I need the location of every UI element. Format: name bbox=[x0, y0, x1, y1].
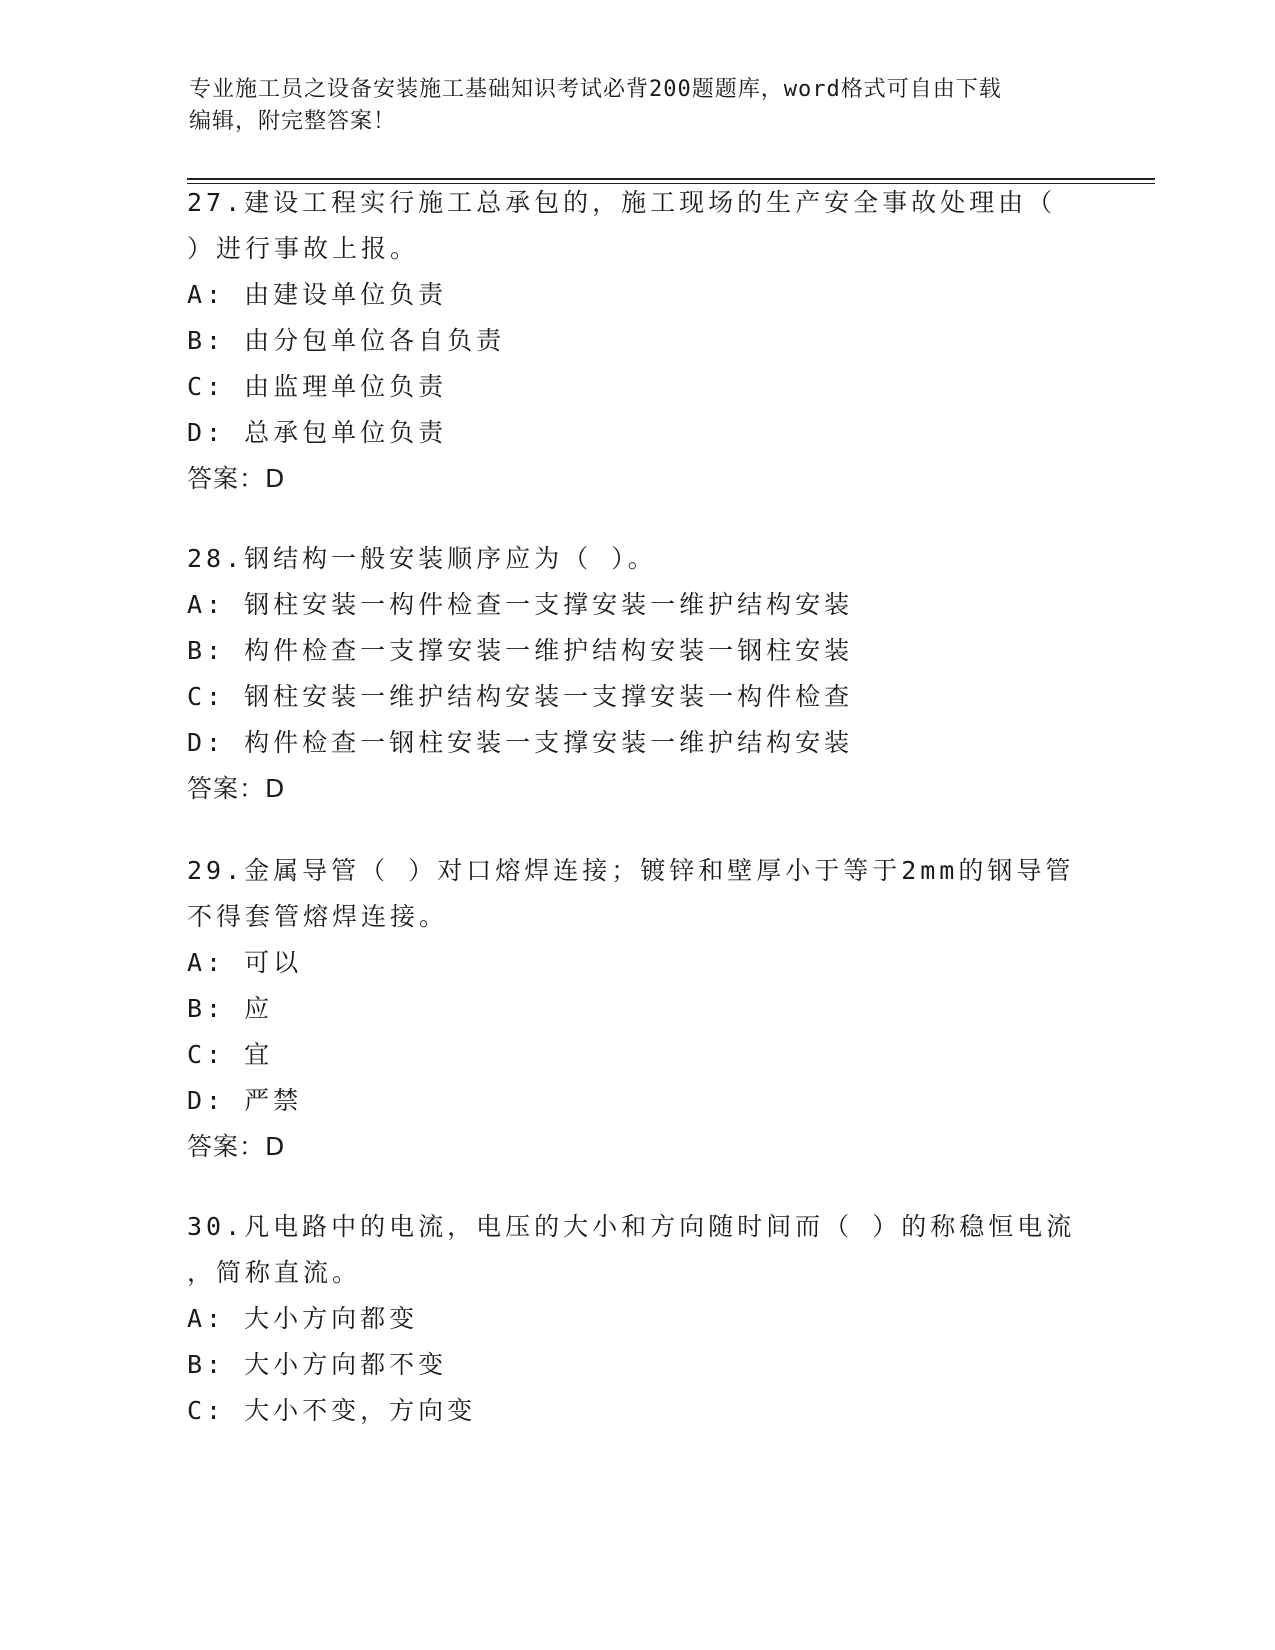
answer-label: 答案：D bbox=[187, 774, 286, 803]
document-header bbox=[189, 74, 1069, 138]
question-30 bbox=[187, 1204, 1076, 1434]
option-c: C: 钢柱安装一维护结构安装一支撑安装一构件检查 bbox=[187, 682, 854, 711]
question-29 bbox=[187, 848, 1075, 1170]
question-stem-line: 30.凡电路中的电流，电压的大小和方向随时间而（ ）的称稳恒电流 bbox=[187, 1212, 1076, 1241]
header-line-2: 编辑，附完整答案！ bbox=[189, 109, 397, 134]
option-b: B: 大小方向都不变 bbox=[187, 1350, 448, 1379]
question-stem-line: 不得套管熔焊连接。 bbox=[187, 902, 449, 931]
question-stem-line: 29.金属导管（ ）对口熔焊连接；镀锌和壁厚小于等于2mm的钢导管 bbox=[187, 856, 1075, 885]
option-b: B: 构件检查一支撑安装一维护结构安装一钢柱安装 bbox=[187, 636, 854, 665]
option-b: B: 应 bbox=[187, 994, 274, 1023]
option-a: A: 钢柱安装一构件检查一支撑安装一维护结构安装 bbox=[187, 590, 854, 619]
answer-label: 答案：D bbox=[187, 464, 286, 493]
question-stem-line: ）进行事故上报。 bbox=[187, 234, 420, 263]
option-a: A: 大小方向都变 bbox=[187, 1304, 419, 1333]
answer-label: 答案：D bbox=[187, 1132, 286, 1161]
question-stem-line: ，简称直流。 bbox=[187, 1258, 362, 1287]
question-stem-line: 28.钢结构一般安装顺序应为（ ）。 bbox=[187, 544, 657, 573]
option-c: C: 大小不变，方向变 bbox=[187, 1396, 477, 1425]
option-d: D: 构件检查一钢柱安装一支撑安装一维护结构安装 bbox=[187, 728, 854, 757]
header-line-1: 专业施工员之设备安装施工基础知识考试必背200题题库，word格式可自由下载 bbox=[189, 77, 1002, 102]
question-27 bbox=[187, 180, 1067, 502]
option-c: C: 宜 bbox=[187, 1040, 274, 1069]
option-a: A: 可以 bbox=[187, 948, 303, 977]
option-d: D: 总承包单位负责 bbox=[187, 418, 448, 447]
option-b: B: 由分包单位各自负责 bbox=[187, 326, 506, 355]
option-d: D: 严禁 bbox=[187, 1086, 303, 1115]
option-c: C: 由监理单位负责 bbox=[187, 372, 448, 401]
question-28 bbox=[187, 536, 1067, 812]
option-a: A: 由建设单位负责 bbox=[187, 280, 448, 309]
question-stem-line: 27.建设工程实行施工总承包的，施工现场的生产安全事故处理由（ bbox=[187, 188, 1057, 217]
